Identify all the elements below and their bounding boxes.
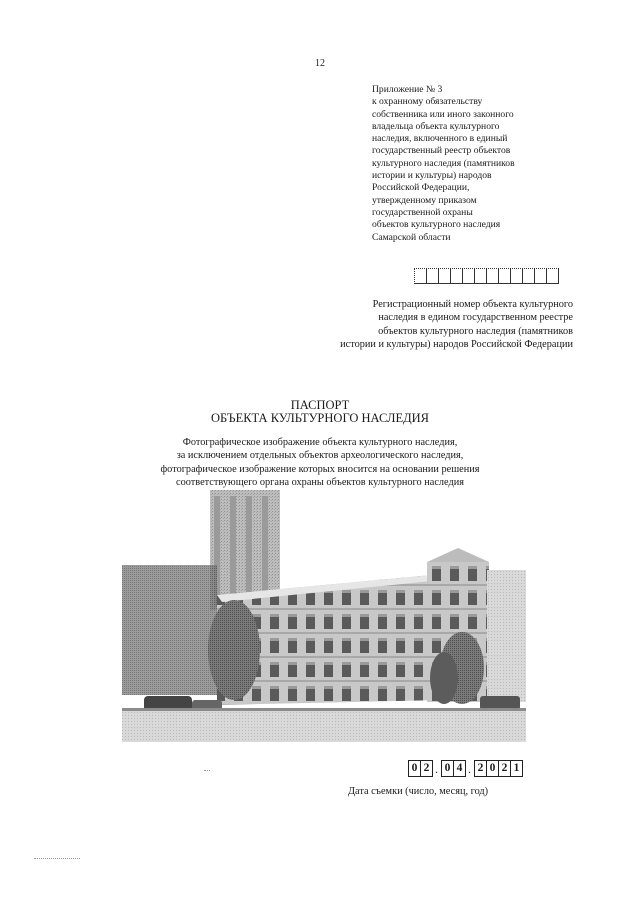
appendix-line: Приложение № 3 [372, 84, 443, 95]
appendix-line: к охранному обязательству [372, 96, 483, 108]
date-digit: 0 [441, 760, 454, 777]
date-digit: 2 [474, 760, 487, 777]
registration-caption-line: объектов культурного наследия (памятников [378, 325, 573, 337]
photo-caption-line: за исключением отдельных объектов археологического наследия, [176, 450, 464, 462]
scan-artifact [34, 858, 80, 859]
appendix-line: государственной охраны [372, 206, 473, 218]
photo-caption-line: Фотографическое изображение объекта культурного наследия, [182, 437, 458, 448]
appendix-line: Российской Федерации, [372, 182, 470, 194]
date-digit: 1 [510, 760, 523, 777]
registration-caption-line: наследия в едином государственном реестре [378, 312, 573, 324]
registration-number-boxes [414, 268, 558, 284]
appendix-line: владельца объекта культурного [372, 120, 500, 132]
appendix-line: собственника или иного законного [372, 108, 514, 120]
appendix-line: Самарской области [372, 231, 451, 243]
photo-caption [0, 436, 640, 490]
appendix-block [372, 84, 592, 244]
registration-digit-box [546, 268, 559, 284]
date-digit: 2 [498, 760, 511, 777]
date-digit: 4 [453, 760, 466, 777]
appendix-line: утвержденному приказом [372, 194, 477, 206]
appendix-line: истории и культуры) народов [372, 170, 492, 182]
registration-caption [243, 298, 573, 352]
date-separator: . [435, 762, 438, 776]
scan-artifact [204, 770, 210, 771]
passport-title-line2: ОБЪЕКТА КУЛЬТУРНОГО НАСЛЕДИЯ [211, 411, 429, 425]
date-digit: 2 [420, 760, 433, 777]
appendix-line: государственный реестр объектов [372, 145, 511, 157]
photo-caption-line: фотографическое изображение которых вносится на основании решения [160, 463, 480, 475]
passport-title-line1: ПАСПОРТ [290, 398, 350, 412]
date-separator: . [468, 762, 471, 776]
appendix-line: культурного наследия (памятников [372, 157, 515, 169]
appendix-line: наследия, включенного в единый [372, 133, 508, 145]
building-photo [122, 490, 526, 742]
registration-caption-line: истории и культуры) народов Российской Федерации [340, 339, 573, 351]
registration-caption-line: Регистрационный номер объекта культурного [372, 299, 573, 310]
shooting-date-caption: Дата съемки (число, месяц, год) [348, 786, 489, 797]
date-digit: 0 [486, 760, 499, 777]
shooting-date-boxes [408, 760, 522, 777]
appendix-line: объектов культурного наследия [372, 219, 501, 231]
date-digit: 0 [408, 760, 421, 777]
passport-title [0, 399, 640, 425]
page-number: 12 [315, 58, 325, 69]
photo-caption-line: соответствующего органа охраны объектов культурного наследия [176, 477, 464, 489]
